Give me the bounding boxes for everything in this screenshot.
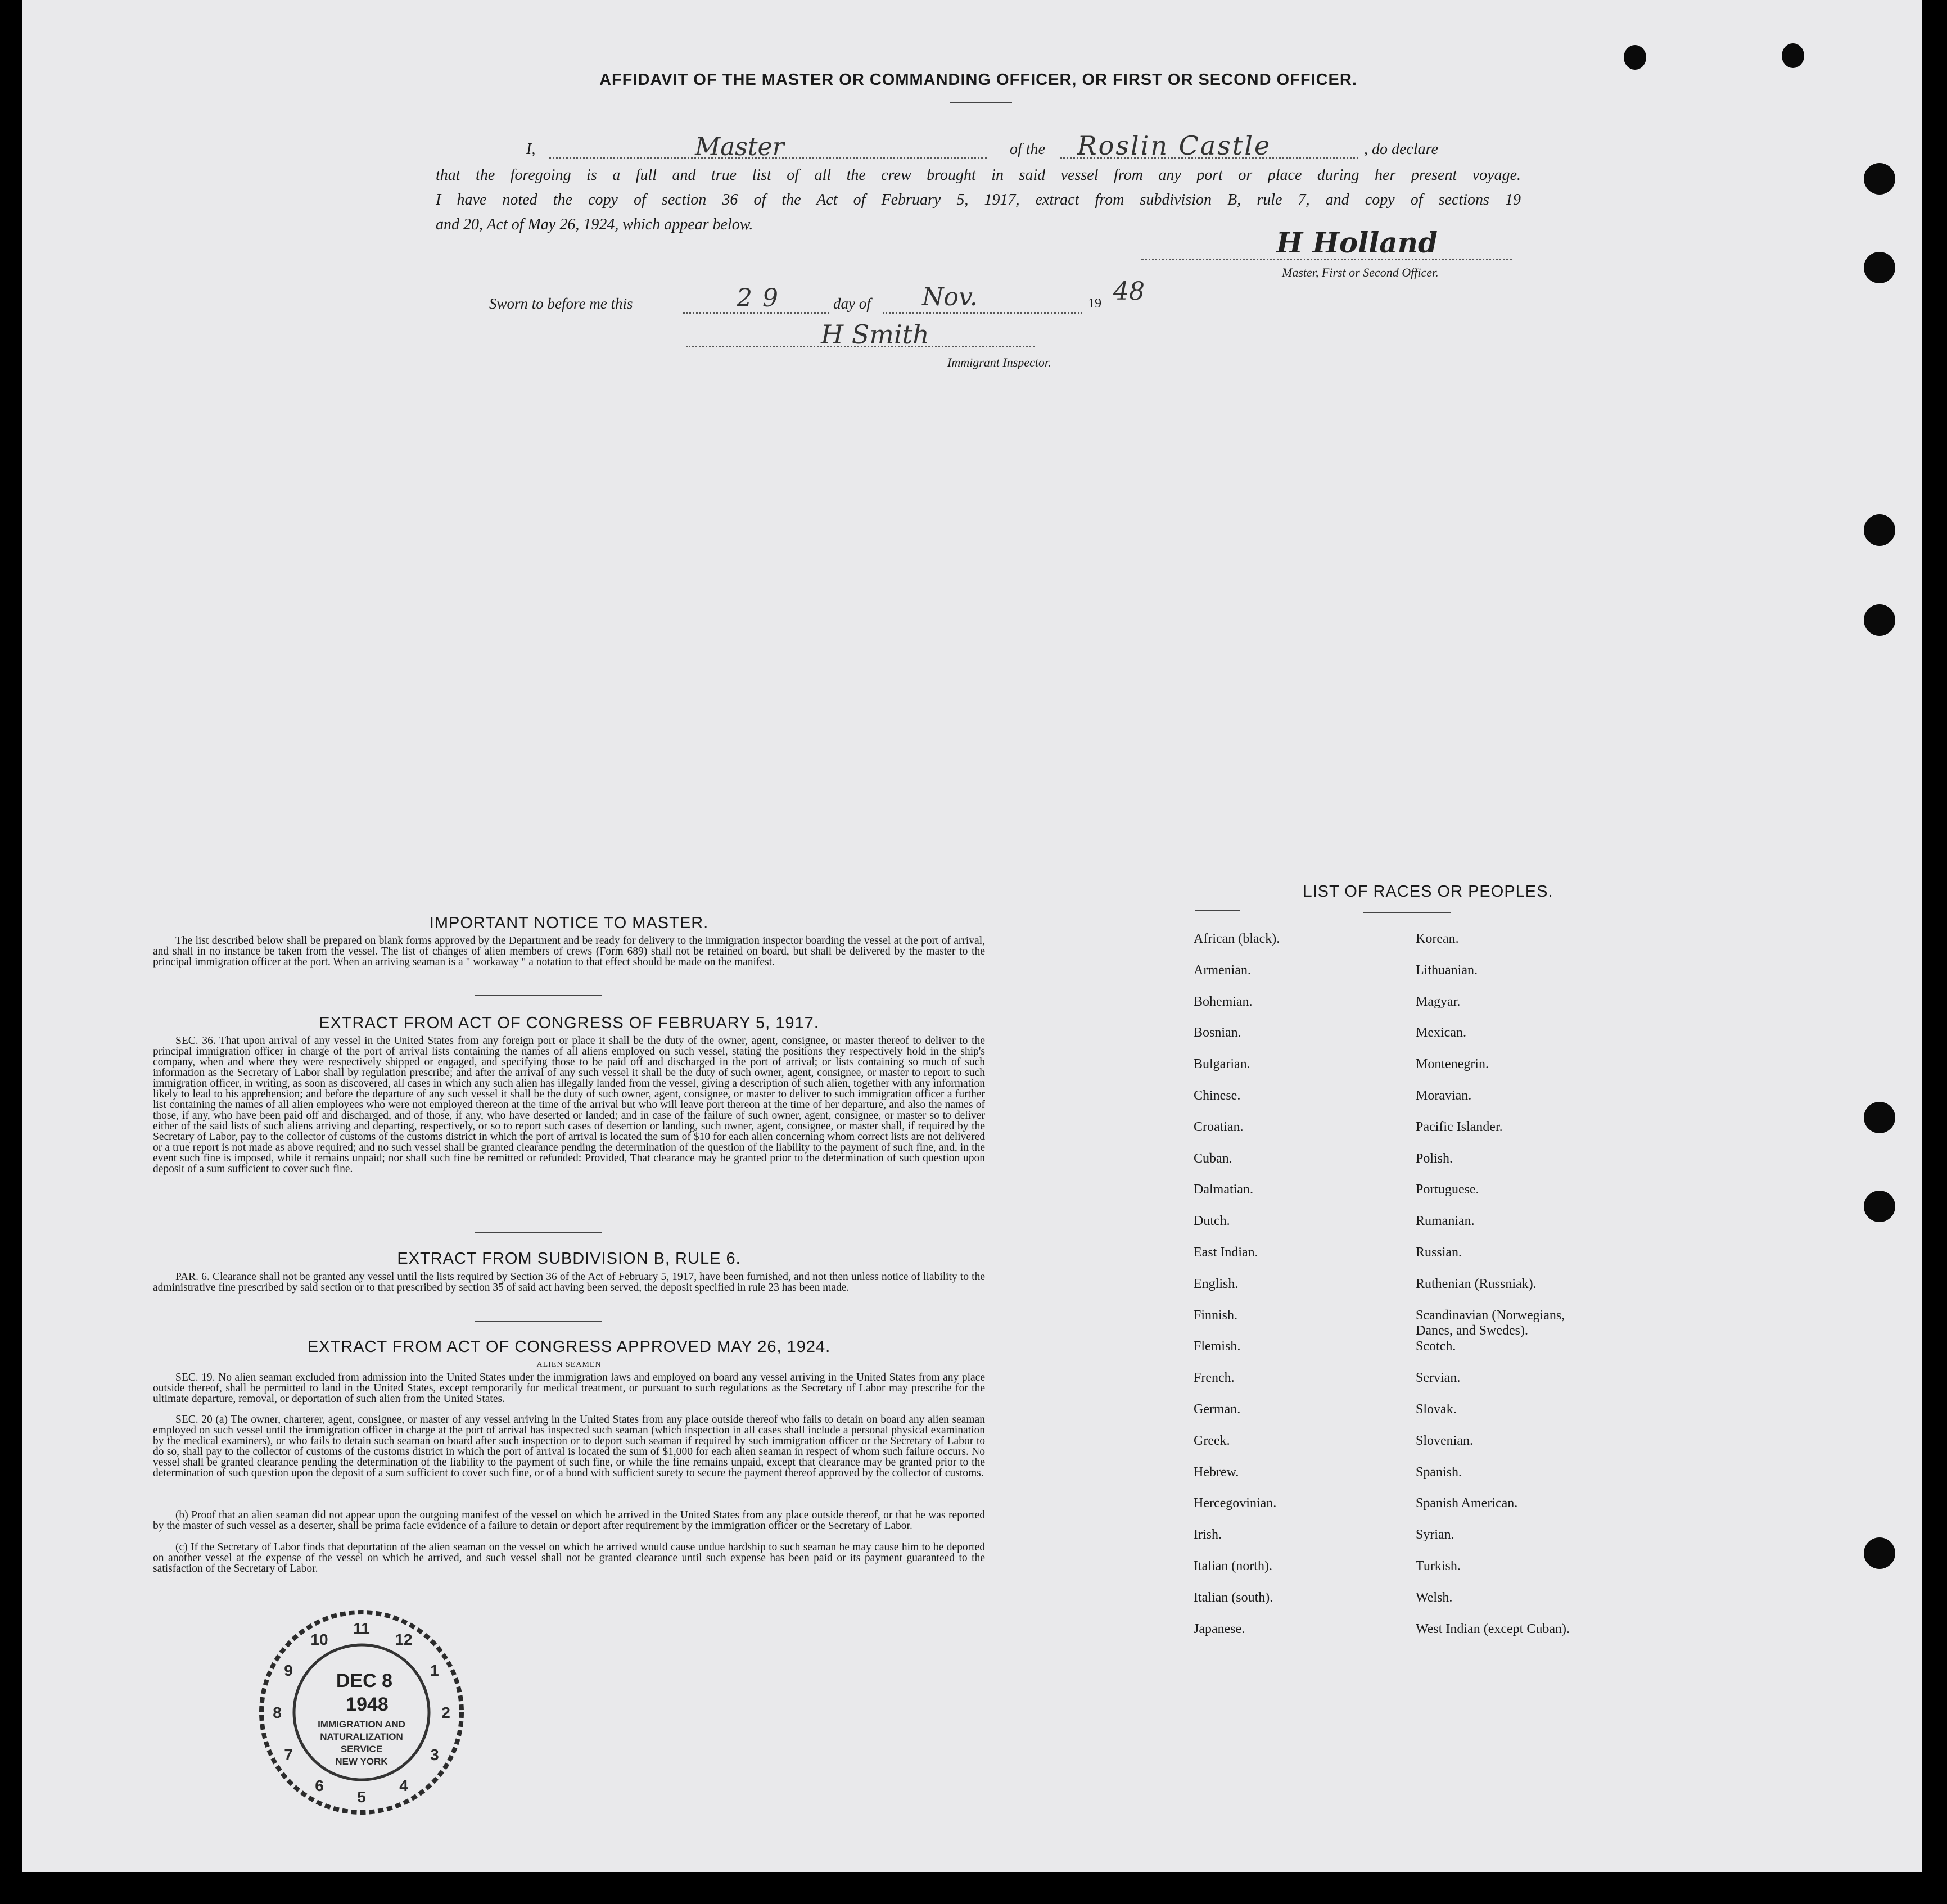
race-item: Slovak.	[1416, 1402, 1457, 1417]
race-item: Chinese.	[1194, 1088, 1241, 1103]
stamp-ring-number: 5	[357, 1788, 366, 1806]
extract-rule6-rule	[475, 1321, 602, 1322]
notice-title: IMPORTANT NOTICE TO MASTER.	[429, 914, 709, 932]
race-item: Scotch.	[1416, 1339, 1456, 1354]
race-item: Servian.	[1416, 1371, 1461, 1386]
stamp-ring-number: 1	[430, 1662, 439, 1679]
affidavit-title-rule	[950, 102, 1012, 103]
race-item: Bosnian.	[1194, 1025, 1241, 1041]
extract-1924-sec20a: SEC. 20 (a) The owner, charterer, agent, consignee, or master of any vessel arriving in the United States from any place outside thereof who fails to detain on board any alien seaman employed on such vessel until the immigration officer in charge at the port of arrival has inspected such seaman (which inspection in all cases shall include a personal physical examination by the medical examiners), or who fails to detain such seaman on board after such inspection or to deport such seaman if required by such immigration officer or the Secretary of Labor to do so, shall pay to the collector of customs of the customs district in which the port of arrival is located the sum of $1,000 for each alien seaman in respect of whom such failure occurs. No vessel shall be granted clearance pending the determination of the liability to the payment of such fine, or while the fine remains unpaid, except that clearance may be granted prior to the determination of such question upon the deposit of a sum sufficient to cover such fine, or of a bond with sufficient surety to secure the payment thereof approved by the collector of customs.	[153, 1414, 985, 1479]
extract-1924-sec19: SEC. 19. No alien seaman excluded from admission into the United States under the immigration laws and employed on board any vessel arriving in the United States from any place outside thereof, shall be permitted to land in the United States, except temporarily for medical treatment, or pursuant to such regulations as the Secretary of Labor may prescribe for the ultimate departure, removal, or deportation of such alien from the United States.	[153, 1372, 985, 1405]
race-item: Moravian.	[1416, 1088, 1472, 1103]
received-date-stamp	[249, 1603, 468, 1816]
punch-hole-edge-4	[1864, 604, 1895, 636]
master-signature: H Holland	[1276, 226, 1438, 259]
extract-1924-sec20b: (b) Proof that an alien seaman did not appear upon the outgoing manifest of the vessel on which he arrived in the United States from any place outside thereof, or that he was reported by the master of such vessel as a deserter, shall be prima facie evidence of a failure to detain or deport after requirement by the immigration officer or the Secretary of Labor.	[153, 1509, 985, 1532]
inspector-signature: H Smith	[821, 319, 929, 350]
race-item: French.	[1194, 1371, 1235, 1386]
stamp-ring-number: 8	[273, 1704, 282, 1721]
race-item: Slovenian.	[1416, 1433, 1473, 1448]
race-item: Finnish.	[1194, 1308, 1238, 1323]
affidavit-body-line-2: I have noted the copy of section 36 of the Act of February 5, 1917, extract from subdivision B, rule 7, and copy of sections 19	[436, 191, 1521, 209]
race-item: Flemish.	[1194, 1339, 1241, 1354]
punch-hole-edge-7	[1864, 1537, 1895, 1569]
punch-hole-edge-6	[1864, 1191, 1895, 1222]
race-item: Ruthenian (Russniak).	[1416, 1276, 1537, 1291]
race-item: Turkish.	[1416, 1559, 1461, 1573]
affidavit-body-line-1: that the foregoing is a full and true list of all the crew brought in said vessel from any port or place during her present voyage.	[436, 166, 1521, 184]
stamp-ring-number: 12	[395, 1631, 413, 1649]
race-item: Magyar.	[1416, 994, 1461, 1009]
stamp-ring-number: 11	[353, 1620, 370, 1637]
stamp-line-1: IMMIGRATION AND	[318, 1719, 405, 1730]
race-item: African (black).	[1194, 931, 1280, 946]
race-item: Polish.	[1416, 1151, 1453, 1166]
race-item: Bulgarian.	[1194, 1057, 1250, 1072]
extract-1917-title: EXTRACT FROM ACT OF CONGRESS OF FEBRUARY 5, 1917.	[319, 1014, 819, 1032]
year-prefix: 19	[1088, 296, 1101, 311]
stamp-date: DEC 8	[336, 1670, 393, 1692]
day-value: 29	[737, 284, 788, 313]
race-item: Irish.	[1194, 1527, 1222, 1543]
extract-rule6-text: PAR. 6. Clearance shall not be granted any vessel until the lists required by Section 36 of the Act of February 5, 1917, have been furnished, and not then unless notice of liability to the administrative fine prescribed by said section or to that prescribed by section 35 of said act having been served, the deposit specified in rule 23 has been made.	[153, 1271, 985, 1294]
punch-hole-edge-2	[1864, 252, 1895, 283]
notice-text: The list described below shall be prepared on blank forms approved by the Department and be ready for delivery to the immigration inspector boarding the vessel at the port of arrival, and shall in no instance be taken from the vessel. The list of changes of alien members of crews (Form 689) shall not be retained on board, but shall be delivered by the master to the principal immigration officer at the port. When an arriving seaman is a " workaway " a notation to that effect should be made on the manifest.	[153, 935, 985, 968]
race-item: Welsh.	[1416, 1590, 1453, 1605]
affidavit-body-line-3: and 20, Act of May 26, 1924, which appear below.	[436, 216, 753, 233]
races-title: LIST OF RACES OR PEOPLES.	[1303, 883, 1553, 901]
stamp-ring-number: 6	[315, 1776, 324, 1794]
race-item: Bohemian.	[1194, 994, 1253, 1009]
race-item: Hercegovinian.	[1194, 1496, 1277, 1511]
inspector-caption: Immigrant Inspector.	[947, 355, 1051, 369]
stamp-ring-number: 10	[310, 1631, 328, 1649]
stamp-line-4: NEW YORK	[335, 1756, 388, 1767]
race-item: East Indian.	[1194, 1245, 1258, 1260]
race-item: Armenian.	[1194, 962, 1251, 978]
race-item: Hebrew.	[1194, 1464, 1239, 1480]
race-item: Italian (north).	[1194, 1559, 1272, 1573]
races-rule-mid	[1363, 912, 1451, 913]
race-item: West Indian (except Cuban).	[1416, 1621, 1570, 1636]
year-value: 48	[1113, 277, 1145, 306]
punch-hole-top-1	[1624, 45, 1646, 70]
month-value: Nov.	[922, 283, 978, 311]
race-item: Spanish.	[1416, 1464, 1462, 1480]
race-item: Italian (south).	[1194, 1590, 1273, 1605]
race-item: Rumanian.	[1416, 1214, 1475, 1229]
race-item: German.	[1194, 1402, 1241, 1417]
race-item: Portuguese.	[1416, 1182, 1479, 1197]
master-signature-caption: Master, First or Second Officer.	[1282, 265, 1439, 279]
race-item: Japanese.	[1194, 1621, 1245, 1636]
do-declare-label: , do declare	[1364, 141, 1438, 158]
race-item: Scandinavian (Norwegians, Danes, and Swedes).	[1416, 1308, 1565, 1338]
extract-1924-sec20c: (c) If the Secretary of Labor finds that deportation of the alien seaman on the vessel on which he arrived would cause undue hardship to such seaman he may cause him to be deported on another vessel at the expense of the vessel on which he arrived, and such vessel shall not be granted clearance until such expense has been paid or its payment guaranteed to the satisfaction of the Secretary of Labor.	[153, 1541, 985, 1575]
master-field-value: Master	[695, 133, 784, 161]
race-item: Pacific Islander.	[1416, 1119, 1503, 1134]
extract-1924-title: EXTRACT FROM ACT OF CONGRESS APPROVED MAY 26, 1924.	[307, 1338, 831, 1356]
race-item: Spanish American.	[1416, 1496, 1518, 1511]
sworn-line	[489, 277, 1198, 318]
race-item: Dutch.	[1194, 1214, 1230, 1229]
document-page	[22, 0, 1922, 1872]
stamp-ring-number: 9	[284, 1662, 293, 1679]
notice-rule	[475, 995, 602, 996]
affidavit-title: AFFIDAVIT OF THE MASTER OR COMMANDING OFFICER, OR FIRST OR SECOND OFFICER.	[599, 71, 1357, 89]
race-item: Korean.	[1416, 931, 1459, 946]
punch-hole-edge-3	[1864, 514, 1895, 546]
extract-1917-text: SEC. 36. That upon arrival of any vessel in the United States from any foreign port or place it shall be the duty of the owner, agent, consignee, or master thereof to deliver to the principal immigration officer in charge of the port of arrival lists containing the names of all aliens employed on such vessel, stating the positions they respectively hold in the ship's company, when and where they were respectively shipped or engaged, and specifying those to be paid off and discharged in the port of arrival; or lists containing so much of such information as the Secretary of Labor shall by regulation prescribe; and after the arrival of any such vessel it shall be the duty of such owner, agent, consignee, or master to report to such immigration officer, in writing, as soon as discovered, all cases in which any such alien has illegally landed from the vessel, giving a description of such alien, together with any information likely to lead to his apprehension; and before the departure of any such vessel it shall be the duty of such owner, agent, consignee, or master to deliver to such immigration officer a further list containing the names of all alien employees who were not employed thereon at the time of the arrival but who will leave port thereon at the time of her departure, and also the names of those, if any, who have been paid off and discharged, and of those, if any, who have deserted or landed; and in case of the failure of such owner, agent, consignee, or master so to deliver either of the said lists of such aliens arriving and departing, respectively, or so to report such cases of desertion or landing, such owner, agent, consignee, or master shall, if required by the Secretary of Labor, pay to the collector of customs of the customs district in which the port of arrival is located the sum of $10 for each alien concerning whom correct lists are not delivered or a true report is not made as above required; and no such vessel shall be granted clearance pending the determination of the question of the liability to the payment of such fine, and, in the event such fine is imposed, while it remains unpaid; nor shall such fine be remitted or refunded: Provided, That clearance may be granted prior to the determination of such question upon deposit of a sum sufficient to cover such fine.	[153, 1035, 985, 1175]
race-item: Croatian.	[1194, 1119, 1244, 1134]
race-item: Mexican.	[1416, 1025, 1466, 1041]
race-item: Russian.	[1416, 1245, 1462, 1260]
race-item: Montenegrin.	[1416, 1057, 1489, 1072]
stamp-ring-number: 3	[430, 1746, 439, 1763]
extract-1924-subtitle: ALIEN SEAMEN	[536, 1360, 602, 1369]
extract-1917-rule	[475, 1232, 602, 1233]
stamp-ring-number: 2	[441, 1704, 450, 1721]
punch-hole-top-2	[1782, 43, 1804, 68]
i-label: I,	[526, 141, 536, 158]
extract-rule6-title: EXTRACT FROM SUBDIVISION B, RULE 6.	[397, 1250, 741, 1268]
race-item: Cuban.	[1194, 1151, 1232, 1166]
stamp-ring-number: 7	[284, 1746, 293, 1763]
punch-hole-edge-1	[1864, 163, 1895, 195]
punch-hole-edge-5	[1864, 1102, 1895, 1133]
sworn-label: Sworn to before me this	[489, 295, 633, 312]
race-item: Lithuanian.	[1416, 962, 1478, 978]
of-the-label: of the	[1010, 141, 1045, 158]
race-item: Syrian.	[1416, 1527, 1454, 1543]
stamp-line-2: NATURALIZATION	[320, 1731, 403, 1742]
race-item: Greek.	[1194, 1433, 1230, 1448]
stamp-line-3: SERVICE	[340, 1744, 383, 1754]
race-item: Dalmatian.	[1194, 1182, 1253, 1197]
month-field-line	[883, 312, 1082, 314]
day-of-label: day of	[833, 295, 871, 312]
vessel-name-value: Roslin Castle	[1077, 130, 1272, 161]
stamp-year: 1948	[346, 1694, 389, 1715]
race-item: English.	[1194, 1276, 1239, 1291]
stamp-ring-number: 4	[399, 1776, 408, 1794]
races-rule-left	[1195, 910, 1240, 911]
